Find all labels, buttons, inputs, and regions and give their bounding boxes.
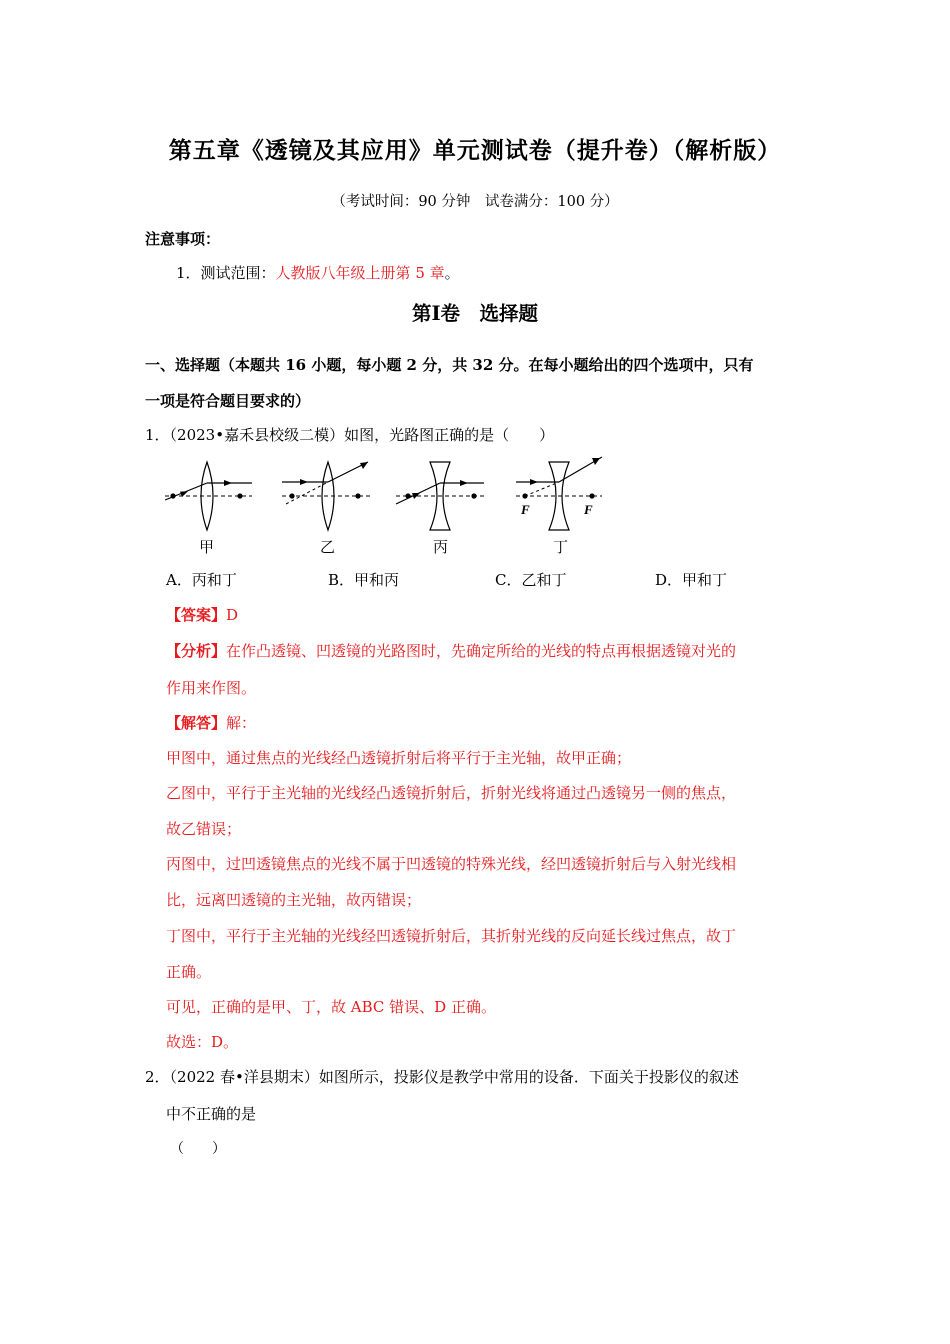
analysis-text: 在作凸透镜、凹透镜的光路图时，先确定所给的光线的特点再根据透镜对光的 — [226, 642, 737, 660]
notice-item-range: 人教版八年级上册第 5 章 — [275, 264, 445, 282]
solution-line: 故选：D。 — [166, 1033, 239, 1051]
focus-point — [237, 493, 242, 498]
focus-point — [589, 493, 594, 498]
solution-tag: 【解答】 — [166, 714, 227, 732]
notice-item — [176, 262, 460, 283]
option-d-key: D． — [655, 571, 683, 589]
question-2-text: （2022 春•洋县期末）如图所示，投影仪是教学中常用的设备．下面关于投影仪的叙述 — [169, 1068, 739, 1086]
option-a[interactable] — [166, 569, 237, 590]
diagram-yi — [282, 462, 372, 530]
solution-line: 丙图中，过凹透镜焦点的光线不属于凹透镜的特殊光线，经凹透镜折射后与入射光线相 — [166, 855, 737, 873]
option-d[interactable] — [655, 569, 727, 590]
figure-label-ding: 丁 — [553, 538, 569, 556]
figure-label-bing: 丙 — [433, 538, 449, 556]
option-a-key: A． — [166, 571, 192, 589]
solution-line: 比，远离凹透镜的主光轴，故丙错误； — [166, 891, 422, 909]
analysis-tag: 【分析】 — [166, 642, 227, 660]
diagram-bing — [396, 462, 484, 530]
focus-label-right: F — [584, 502, 593, 517]
page-title: 第五章《透镜及其应用》单元测试卷（提升卷）（解析版） — [168, 137, 782, 164]
solution-line: 正确。 — [166, 963, 212, 981]
q1-answer — [166, 604, 238, 625]
question-1-number: 1． — [145, 426, 170, 444]
solution-line: 可见，正确的是甲、丁，故 ABC 错误、D 正确。 — [166, 998, 496, 1016]
exam-info: （考试时间：90 分钟 试卷满分：100 分） — [331, 194, 619, 210]
solution-line: 乙图中，平行于主光轴的光线经凸透镜折射后，折射光线将通过凸透镜另一侧的焦点， — [166, 784, 737, 802]
question-1-stem — [145, 424, 554, 445]
section-title: 第Ⅰ卷 选择题 — [411, 302, 539, 325]
focus-point — [471, 493, 476, 498]
diagram-ding — [516, 457, 602, 530]
focus-point — [355, 493, 360, 498]
notice-heading: 注意事项： — [145, 230, 221, 248]
arrow-icon — [530, 479, 538, 485]
notice-item-suffix: 。 — [444, 264, 460, 282]
question-1-text: （2023•嘉禾县校级二模）如图，光路图正确的是（ ） — [169, 426, 555, 444]
focus-point — [289, 493, 294, 498]
question-2-number: 2． — [145, 1068, 170, 1086]
question-2-stem-line1 — [145, 1066, 739, 1087]
option-a-text: 丙和丁 — [191, 571, 237, 589]
question-2-stem-line2: 中不正确的是 — [166, 1105, 257, 1123]
q1-analysis-line1 — [166, 640, 736, 661]
solution-line: 故乙错误； — [166, 820, 242, 838]
option-b-text: 甲和丙 — [354, 571, 400, 589]
q1-analysis-line2: 作用来作图。 — [166, 679, 257, 697]
option-c[interactable] — [495, 569, 567, 590]
arrow-icon — [224, 480, 232, 486]
arrow-icon — [300, 479, 308, 485]
part1-line1: 一、选择题（本题共 16 小题，每小题 2 分，共 32 分。在每小题给出的四个选项中，只有 — [145, 356, 754, 374]
solution-intro: 解： — [226, 714, 257, 732]
question-2-blank: （ ） — [170, 1141, 226, 1157]
answer-tag: 【答案】 — [166, 606, 227, 624]
figure-label-jia: 甲 — [199, 538, 215, 556]
part1-line2: 一项是符合题目要求的） — [145, 392, 311, 410]
option-b-key: B． — [328, 571, 355, 589]
answer-value: D — [226, 606, 239, 624]
option-c-text: 乙和丁 — [521, 571, 567, 589]
option-d-text: 甲和丁 — [682, 571, 728, 589]
option-c-key: C． — [495, 571, 522, 589]
q1-solution-head — [166, 712, 256, 733]
solution-line: 甲图中，通过焦点的光线经凸透镜折射后将平行于主光轴，故甲正确； — [166, 749, 632, 767]
diagram-jia — [165, 462, 252, 530]
focus-label-left: F — [521, 502, 530, 517]
q1-lens-diagrams — [160, 452, 610, 562]
option-b[interactable] — [328, 569, 399, 590]
notice-item-prefix: 1．测试范围： — [176, 264, 276, 282]
arrow-icon — [460, 480, 468, 486]
figure-label-yi: 乙 — [320, 538, 336, 556]
solution-line: 丁图中，平行于主光轴的光线经凹透镜折射后，其折射光线的反向延长线过焦点，故丁 — [166, 927, 737, 945]
